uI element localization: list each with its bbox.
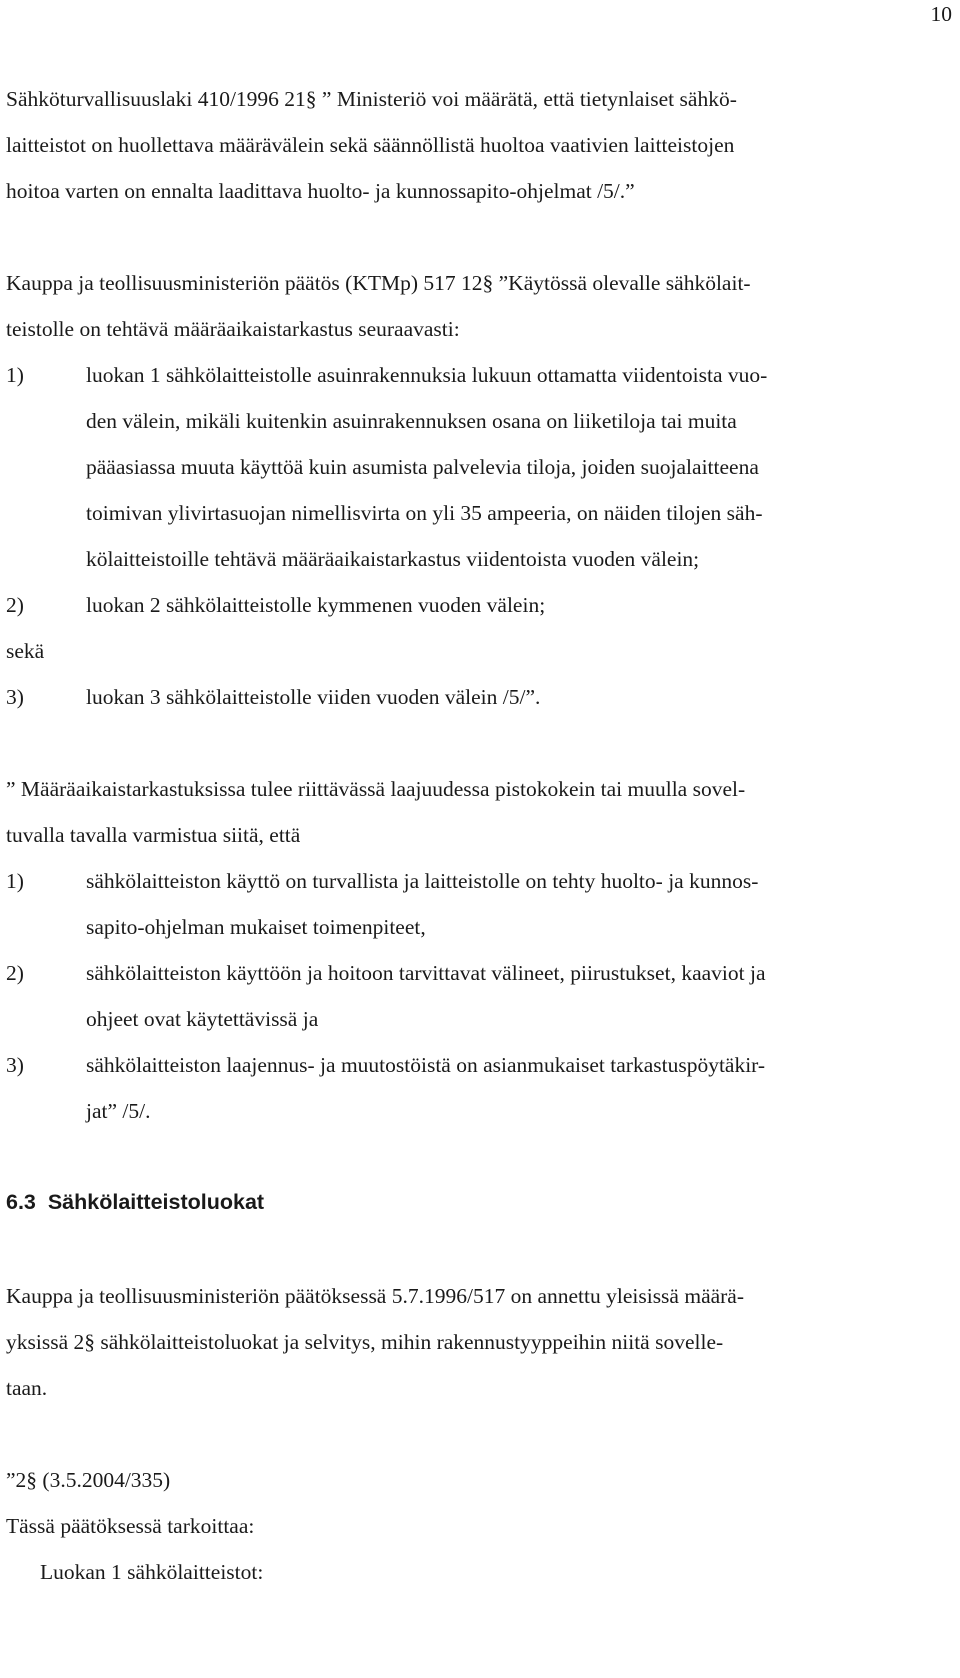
list-item-text: den välein, mikäli kuitenkin asuinrakennuksen osana on liiketiloja tai muita xyxy=(86,409,737,433)
list-item-text: sapito-ohjelman mukaiset toimenpiteet, xyxy=(86,915,426,939)
list-connector: sekä xyxy=(6,639,45,663)
list-item-text: luokan 1 sähkölaitteistolle asuinrakennuksia lukuun ottamatta viidentoista vuo- xyxy=(86,363,768,387)
list-item-text: luokan 3 sähkölaitteistolle viiden vuoden välein /5/”. xyxy=(86,685,541,709)
list-number: 1) xyxy=(6,363,24,387)
section-heading xyxy=(6,1192,264,1214)
list-item-text: sähkölaitteiston laajennus- ja muutostöistä on asianmukaiset tarkastuspöytäkir- xyxy=(86,1053,766,1077)
list-item-text: sähkölaitteiston käyttöön ja hoitoon tarvittavat välineet, piirustukset, kaaviot ja xyxy=(86,961,766,985)
text-line: ” Määräaikaistarkastuksissa tulee riittävässä laajuudessa pistokokein tai muulla sovel- xyxy=(6,777,746,801)
list-item-text: pääasiassa muuta käyttöä kuin asumista palvelevia tiloja, joiden suojalaitteena xyxy=(86,455,759,479)
list-item-text: jat” /5/. xyxy=(86,1099,151,1123)
section-number: 6.3 xyxy=(6,1190,36,1214)
text-line: yksissä 2§ sähkölaitteistoluokat ja selvitys, mihin rakennustyyppeihin niitä sovelle- xyxy=(6,1330,724,1354)
list-number: 3) xyxy=(6,685,24,709)
subheading-class-1: Luokan 1 sähkölaitteistot: xyxy=(40,1560,264,1584)
text-line: teistolle on tehtävä määräaikaistarkastus seuraavasti: xyxy=(6,317,460,341)
text-line: Tässä päätöksessä tarkoittaa: xyxy=(6,1514,255,1538)
text-line: Kauppa ja teollisuusministeriön päätöksessä 5.7.1996/517 on annettu yleisissä määrä- xyxy=(6,1284,745,1308)
list-item-text: kölaitteistoille tehtävä määräaikaistarkastus viidentoista vuoden välein; xyxy=(86,547,700,571)
list-item-text: toimivan ylivirtasuojan nimellisvirta on yli 35 ampeeria, on näiden tilojen säh- xyxy=(86,501,763,525)
text-line: Kauppa ja teollisuusministeriön päätös (KTMp) 517 12§ ”Käytössä olevalle sähkölait- xyxy=(6,271,751,295)
list-item-text: sähkölaitteiston käyttö on turvallista ja laitteistolle on tehty huolto- ja kunnos- xyxy=(86,869,759,893)
section-title: Sähkölaitteistoluokat xyxy=(47,1190,265,1214)
list-item-text: ohjeet ovat käytettävissä ja xyxy=(86,1007,319,1031)
list-item-text: luokan 2 sähkölaitteistolle kymmenen vuoden välein; xyxy=(86,593,546,617)
page-number: 10 xyxy=(930,2,952,26)
list-number: 2) xyxy=(6,593,24,617)
text-line: taan. xyxy=(6,1376,48,1400)
text-line: tuvalla tavalla varmistua siitä, että xyxy=(6,823,301,847)
list-number: 2) xyxy=(6,961,24,985)
list-number: 1) xyxy=(6,869,24,893)
text-line: ”2§ (3.5.2004/335) xyxy=(6,1468,171,1492)
text-line: Sähköturvallisuuslaki 410/1996 21§ ” Ministeriö voi määrätä, että tietynlaiset sähkö- xyxy=(6,87,737,111)
list-number: 3) xyxy=(6,1053,24,1077)
text-line: laitteistot on huollettava määrävälein sekä säännöllistä huoltoa vaativien laitteistojen xyxy=(6,133,735,157)
text-line: hoitoa varten on ennalta laadittava huolto- ja kunnossapito-ohjelmat /5/.” xyxy=(6,179,635,203)
